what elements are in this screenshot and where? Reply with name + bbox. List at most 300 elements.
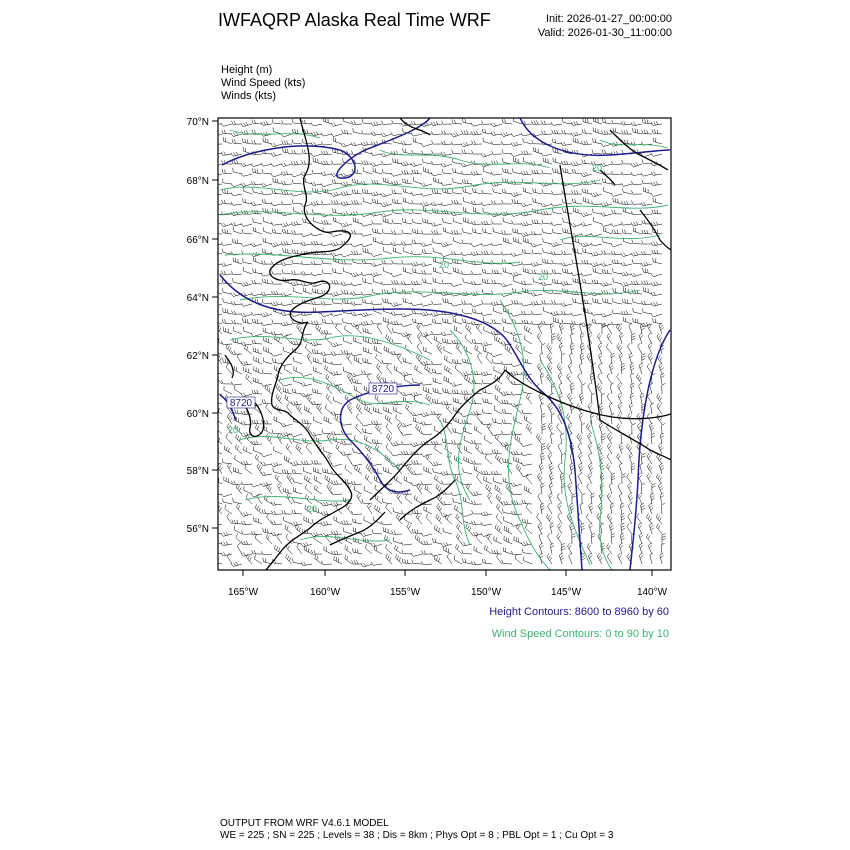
wind-barb <box>643 268 652 274</box>
wind-barb <box>464 456 472 464</box>
wind-barb <box>271 521 282 525</box>
wind-barb <box>533 147 542 154</box>
wind-barb <box>352 518 362 524</box>
wind-barb <box>443 318 452 324</box>
wind-barb <box>421 193 432 196</box>
wind-barb <box>453 267 462 274</box>
wind-barb <box>263 138 272 144</box>
wind-barb <box>382 169 392 174</box>
wind-barb <box>611 171 622 175</box>
wind-barb <box>212 278 222 284</box>
wind-barb <box>292 558 302 564</box>
wind-barb <box>431 222 442 226</box>
wind-barb <box>511 551 522 555</box>
wind-barb <box>647 453 652 464</box>
wind-barb <box>482 409 492 414</box>
wind-barb <box>312 460 322 464</box>
wind-barb <box>586 514 592 524</box>
wind-barb <box>354 356 362 364</box>
wind-barb <box>523 157 532 164</box>
wind-barb <box>211 171 222 175</box>
wind-barb <box>472 440 482 444</box>
wind-barb <box>432 289 442 294</box>
wind-barb <box>433 388 442 394</box>
wind-barb <box>391 274 402 277</box>
wind-barb <box>441 471 452 475</box>
wind-barb <box>267 513 272 524</box>
wind-barb <box>252 550 262 554</box>
wind-barb <box>491 172 502 176</box>
wind-barb <box>381 193 392 197</box>
wind-barb <box>224 386 232 394</box>
wind-barb <box>611 353 615 364</box>
wind-barb <box>413 288 422 294</box>
wind-barb <box>224 445 232 454</box>
wind-barb <box>582 494 586 504</box>
wind-barb <box>381 281 392 285</box>
wind-barb <box>462 240 472 244</box>
wind-barb <box>313 217 322 224</box>
wind-barb <box>244 446 252 454</box>
wind-barb <box>413 177 422 184</box>
wind-barb <box>589 523 593 534</box>
wind-barb <box>603 298 612 304</box>
lat-label: 66°N <box>186 235 209 246</box>
wind-barb <box>610 383 613 394</box>
wind-barb <box>453 428 462 434</box>
wind-barb <box>381 241 392 245</box>
wind-barb <box>241 393 252 397</box>
wind-barb <box>401 161 412 165</box>
wind-barb <box>233 498 242 504</box>
wind-barb <box>569 353 572 364</box>
wind-barb <box>598 343 602 354</box>
wind-barb <box>531 292 542 296</box>
wind-barb <box>281 302 292 305</box>
wind-barb <box>611 244 622 247</box>
wind-barb <box>486 354 492 364</box>
wind-barb <box>426 514 432 524</box>
wind-barb <box>297 323 302 334</box>
wind-barb <box>271 331 282 335</box>
wind-barb <box>421 294 432 297</box>
wind-barb <box>284 517 292 524</box>
wind-barb <box>588 463 593 474</box>
wind-barb <box>412 560 422 564</box>
wind-barb <box>253 377 262 384</box>
wind-barb <box>261 292 272 296</box>
wind-barb <box>481 511 492 515</box>
lat-label: 70°N <box>186 117 209 128</box>
wind-barb <box>541 453 545 464</box>
wind-barb <box>627 343 632 354</box>
wind-barb <box>471 271 482 275</box>
wind-barb <box>512 199 522 204</box>
wind-barb <box>653 318 662 324</box>
wind-barb <box>651 274 662 277</box>
wind-barb <box>293 287 302 294</box>
wind-barb <box>291 221 302 225</box>
wind-barb <box>432 369 442 374</box>
wind-barb <box>550 523 554 534</box>
wind-barb <box>472 460 482 464</box>
wind-barb <box>345 555 352 564</box>
wind-barb <box>371 253 382 256</box>
wind-barb <box>272 280 282 284</box>
wind-barb <box>222 319 232 324</box>
lat-label: 56°N <box>186 524 209 535</box>
wind-barb <box>253 188 262 194</box>
wind-barb <box>281 241 292 245</box>
wind-barb <box>401 432 412 436</box>
wind-barb <box>231 222 242 226</box>
wind-barb <box>403 397 412 404</box>
wind-barb <box>364 516 372 524</box>
wind-barb <box>272 358 282 364</box>
wind-barb <box>571 321 582 325</box>
wind-barb <box>294 377 302 384</box>
wind-barb <box>648 353 653 364</box>
wind-barb <box>233 278 242 284</box>
wind-barb <box>542 220 552 224</box>
wind-barb <box>413 138 422 144</box>
wind-barb <box>351 511 362 515</box>
wind-barb <box>311 241 322 245</box>
wind-barb <box>651 433 655 444</box>
wind-barb <box>422 230 432 234</box>
wind-barb <box>495 524 502 534</box>
wind-barb <box>558 373 562 384</box>
wind-barb <box>392 190 402 194</box>
wind-barb <box>577 483 582 494</box>
wind-barb <box>562 119 572 124</box>
wind-barb <box>311 123 322 126</box>
wind-barb <box>486 534 492 544</box>
lon-label: 160°W <box>309 587 341 598</box>
wind-barb <box>392 219 402 224</box>
wind-barb <box>405 494 412 504</box>
wind-barb <box>621 253 632 257</box>
wind-barb <box>582 279 592 284</box>
wind-barb <box>561 142 572 146</box>
wind-barb <box>651 221 662 225</box>
wind-barb <box>221 552 232 556</box>
wind-barb <box>559 343 563 354</box>
wind-barb <box>472 339 482 344</box>
wind-barb <box>312 288 322 294</box>
wind-barb <box>476 534 482 544</box>
wind-barb <box>631 172 642 175</box>
wind-barb <box>466 524 472 534</box>
wind-barb <box>548 403 553 414</box>
wind-barb <box>262 370 272 374</box>
wind-barb <box>443 218 452 224</box>
wind-barb <box>442 280 452 284</box>
wind-barb <box>421 183 432 187</box>
wind-barb <box>541 131 552 135</box>
wind-barb <box>631 201 642 205</box>
wind-barb <box>502 149 512 154</box>
wind-barb <box>211 242 222 246</box>
wind-barb <box>367 373 372 384</box>
wind-barb <box>252 280 262 284</box>
wind-barb <box>262 249 272 254</box>
wind-barb <box>462 179 472 184</box>
wind-barb <box>386 433 392 444</box>
wind-barb <box>341 222 352 227</box>
wind-barb <box>311 153 322 156</box>
wind-barb <box>514 456 522 464</box>
wind-barb <box>361 292 372 296</box>
wind-barb <box>341 201 352 205</box>
wind-barb <box>471 411 482 415</box>
wind-barb <box>570 343 574 354</box>
wind-barb <box>251 292 262 295</box>
wind-barb <box>222 459 232 464</box>
wind-barb <box>618 553 622 564</box>
wind-barb <box>255 534 262 544</box>
wind-barb <box>355 465 362 474</box>
wind-barb <box>591 243 602 246</box>
wind-barb <box>563 218 572 224</box>
wind-barb <box>331 292 342 297</box>
wind-barb <box>331 502 342 507</box>
wind-barb <box>533 188 542 194</box>
wind-barb <box>321 184 332 187</box>
wind-barb <box>501 431 512 435</box>
wind-barb <box>452 189 462 194</box>
wind-barb <box>532 249 542 254</box>
wind-barb <box>641 262 652 267</box>
wind-barb <box>618 383 622 394</box>
wind-barb <box>536 434 542 444</box>
wind-barb <box>211 391 222 395</box>
wind-barb <box>581 273 592 276</box>
wind-barb <box>211 304 222 307</box>
wind-barb <box>362 130 372 134</box>
wind-barb <box>371 543 382 547</box>
wind-barb <box>292 260 302 264</box>
wind-barb <box>562 268 572 274</box>
wind-barb <box>451 283 462 286</box>
wind-barb <box>351 282 362 285</box>
wind-barb <box>621 121 632 125</box>
wind-barb <box>353 537 362 544</box>
wind-barb <box>632 298 642 304</box>
wind-barb <box>424 387 432 394</box>
wind-barb <box>371 122 382 126</box>
field-windspeed-label: Wind Speed (kts) <box>221 77 306 89</box>
wind-barb <box>571 162 582 166</box>
wind-barb <box>627 473 632 484</box>
wind-barb <box>646 534 652 544</box>
wind-barb <box>442 130 452 134</box>
wind-barb <box>621 201 632 205</box>
wind-barb <box>632 190 642 194</box>
wind-barb <box>311 182 322 186</box>
wind-barb <box>547 343 552 354</box>
wind-barb <box>233 467 242 474</box>
wind-barb <box>583 197 592 204</box>
wind-barb <box>371 262 382 266</box>
wind-barb <box>231 202 242 205</box>
wind-barb <box>236 484 242 494</box>
wind-barb <box>311 532 322 537</box>
wind-barb <box>372 439 382 444</box>
wind-barb <box>652 129 662 134</box>
wind-barb <box>266 484 272 494</box>
wind-barb <box>231 271 242 275</box>
wind-barb <box>653 258 662 264</box>
wind-barb <box>456 524 462 534</box>
wind-barb <box>211 521 222 525</box>
wind-barb <box>373 168 382 174</box>
wind-barb <box>301 242 312 246</box>
wind-barb <box>481 251 492 255</box>
wind-barb <box>476 324 482 334</box>
wind-barb <box>415 365 422 374</box>
wind-barb <box>482 559 492 564</box>
wind-barb <box>501 231 512 235</box>
wind-barb <box>412 219 422 224</box>
wind-barb <box>241 243 252 246</box>
wind-barb <box>570 503 575 514</box>
wind-barb <box>542 443 546 454</box>
wind-barb <box>265 385 272 394</box>
wind-barb <box>452 230 462 234</box>
wind-barb <box>291 174 302 177</box>
wind-barb <box>548 423 553 434</box>
wind-barb <box>352 560 362 564</box>
wind-barb <box>613 198 622 204</box>
wind-barb <box>472 150 482 154</box>
wind-barb <box>511 252 522 256</box>
wind-barb <box>462 318 472 324</box>
wind-barb <box>591 192 602 197</box>
wind-barb <box>365 405 372 414</box>
wind-barb <box>456 514 462 524</box>
wind-barb <box>292 300 302 304</box>
wind-barb <box>227 463 232 474</box>
wind-barb <box>226 344 232 354</box>
wind-barb <box>384 467 392 474</box>
wind-barb <box>543 238 552 244</box>
wind-barb <box>462 118 472 124</box>
wind-barb <box>612 310 622 314</box>
wind-barb <box>557 533 562 544</box>
wind-barb <box>660 553 664 564</box>
wind-barb <box>412 170 422 174</box>
wind-barb <box>281 293 292 297</box>
wind-barb <box>342 130 352 134</box>
field-height-label: Height (m) <box>221 64 273 76</box>
wind-barb <box>411 262 422 266</box>
wind-barb <box>481 221 492 225</box>
wind-barb <box>553 317 562 324</box>
wind-barb <box>223 298 232 304</box>
wind-barb <box>311 261 322 265</box>
wind-barb <box>231 152 242 157</box>
wind-barb <box>511 272 522 277</box>
wind-barb <box>432 150 442 154</box>
wind-barb <box>311 201 322 205</box>
wind-barb <box>211 181 222 185</box>
wind-barb <box>442 120 452 124</box>
wind-barb <box>211 201 222 205</box>
wind-barb <box>261 462 272 466</box>
wind-barb <box>628 493 633 504</box>
wind-barb <box>511 491 522 495</box>
wind-barb <box>443 528 452 534</box>
wind-barb <box>501 361 512 365</box>
wind-barb <box>569 473 572 484</box>
wind-barb <box>607 433 612 444</box>
wind-barb <box>548 503 552 514</box>
wind-barb <box>434 336 442 344</box>
wind-barb <box>524 557 532 564</box>
wind-barb <box>341 451 352 455</box>
wind-label-20-b: 20 <box>537 272 549 282</box>
wind-barb <box>351 481 362 485</box>
wind-barb <box>284 347 292 354</box>
wind-barb <box>481 371 492 375</box>
wind-barb <box>435 445 442 454</box>
wind-barb <box>437 343 442 354</box>
wind-barb <box>411 121 422 125</box>
wind-barb <box>521 303 532 306</box>
wind-barb <box>602 250 612 254</box>
wind-barb <box>441 242 452 247</box>
wind-barb <box>496 514 502 524</box>
wind-barb <box>443 388 452 394</box>
wind-barb <box>372 220 382 224</box>
wind-barb <box>466 324 472 334</box>
wind-barb <box>642 230 652 234</box>
wind-barb <box>432 189 442 194</box>
wind-barb <box>483 228 492 234</box>
wind-barb <box>361 233 372 236</box>
wind-barb <box>573 138 582 144</box>
wind-barb <box>394 407 402 414</box>
wind-barb <box>601 393 605 404</box>
wind-barb <box>502 560 512 564</box>
wind-barb <box>433 468 442 474</box>
wind-barb <box>251 531 262 535</box>
wind-barb <box>492 280 502 284</box>
wind-label-20-a: 20 <box>438 260 450 270</box>
wind-barb <box>353 548 362 554</box>
wind-barb <box>640 463 643 474</box>
wind-barb <box>462 150 472 154</box>
wind-barb <box>277 483 282 494</box>
wind-barb <box>549 483 553 494</box>
wind-barb <box>401 372 412 376</box>
wind-barb <box>597 333 602 344</box>
wind-barb <box>282 269 292 274</box>
wind-barb <box>291 271 302 275</box>
wind-barb <box>441 203 452 206</box>
wind-barb <box>620 503 624 514</box>
wind-barb <box>636 374 642 384</box>
wind-barb <box>392 260 402 264</box>
wind-barb <box>540 403 543 414</box>
wind-barb <box>266 434 272 444</box>
wind-barb <box>372 180 382 184</box>
wind-barb <box>612 210 622 214</box>
wind-barb <box>342 299 352 304</box>
wind-barb <box>393 288 402 294</box>
wind-barb <box>617 343 622 354</box>
